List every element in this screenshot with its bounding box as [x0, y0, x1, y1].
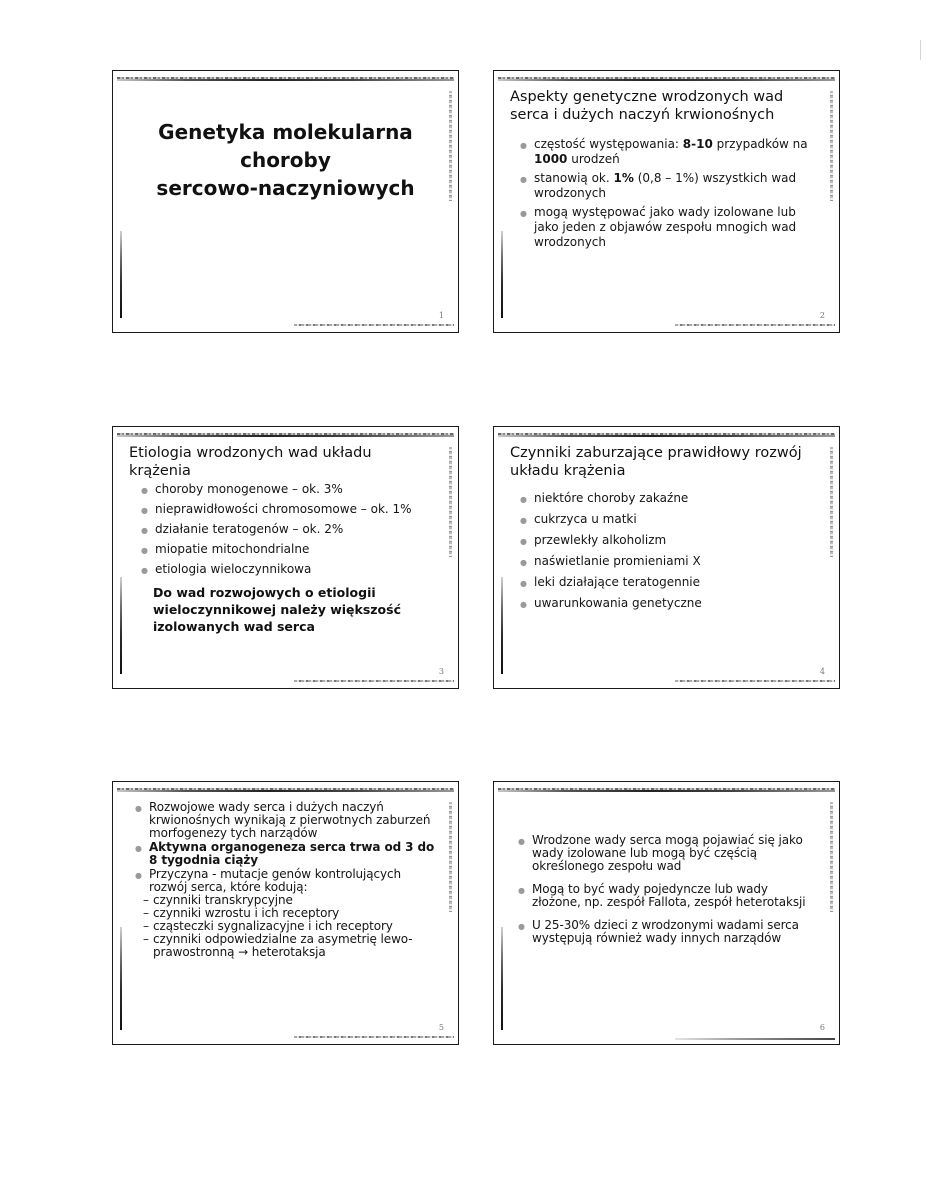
- bullet-dot-icon: ●: [135, 844, 142, 853]
- list-item: ● Mogą to być wady pojedyncze lub wady złożone, np. zespół Fallota, zespół heterotaksji: [518, 882, 806, 909]
- list-item: ● działanie teratogenów – ok. 2%: [141, 522, 344, 536]
- bullet-dot-icon: ●: [141, 506, 148, 515]
- bullet-dot-icon: ●: [141, 526, 148, 535]
- bullet-dot-icon: ●: [520, 579, 527, 588]
- list-item: ● przewlekły alkoholizm: [520, 533, 667, 547]
- slide-3-title: Etiologia wrodzonych wad układu krążenia: [129, 445, 372, 479]
- slide-3-bullet-list: [141, 482, 438, 582]
- slide-number: 3: [438, 667, 444, 676]
- slide-number: 1: [438, 311, 444, 320]
- bullet-dot-icon: ●: [520, 600, 527, 609]
- slide-bottom-rule: [294, 324, 454, 326]
- bullet-dot-icon: ●: [520, 537, 527, 546]
- slide-2: [493, 70, 840, 333]
- bullet-dot-icon: ●: [520, 495, 527, 504]
- slide-top-rule-dark: [117, 79, 454, 81]
- list-item: ● mogą występować jako wady izolowane lub jako jeden z objawów zespołu mnogich wad wrodzonych: [520, 205, 797, 249]
- slide-left-bar: [501, 231, 503, 318]
- slide-left-bar: [501, 927, 503, 1030]
- list-item: ● nieprawidłowości chromosomowe – ok. 1%: [141, 502, 412, 516]
- slide-right-mark: [449, 802, 452, 912]
- slide-6: [493, 781, 840, 1045]
- bullet-dot-icon: ●: [518, 922, 525, 931]
- sub-list-item: – cząsteczki sygnalizacyjne i ich receptory: [143, 919, 393, 933]
- list-item: ● uwarunkowania genetyczne: [520, 596, 702, 610]
- slide-right-mark: [449, 91, 452, 201]
- slide-left-bar: [120, 927, 122, 1030]
- slide-3-note: Do wad rozwojowych o etiologii wieloczynnikowej należy większość izolowanych wad serca: [153, 585, 401, 634]
- list-item: ● stanowią ok. 1% (0,8 – 1%) wszystkich wad wrodzonych: [520, 171, 797, 200]
- bullet-dot-icon: ●: [141, 546, 148, 555]
- slide-left-bar: [120, 231, 122, 318]
- bullet-dot-icon: ●: [518, 886, 525, 895]
- slide-6-bullet-list: [518, 834, 819, 946]
- slide-1: [112, 70, 459, 333]
- slide-top-rule-dark: [498, 790, 835, 792]
- slide-4: [493, 426, 840, 689]
- slide-1-title: Genetyka molekularna choroby sercowo-naczyniowych: [156, 120, 415, 200]
- slide-right-mark: [830, 802, 833, 912]
- scan-margin-mark: [920, 40, 921, 60]
- list-item: ● miopatie mitochondrialne: [141, 542, 310, 556]
- list-item: ● Rozwojowe wady serca i dużych naczyń krwionośnych wynikają z pierwotnych zaburzeń morfogenezy tych narządów: [135, 800, 431, 840]
- slide-right-mark: [449, 447, 452, 557]
- slide-left-bar: [501, 577, 503, 674]
- list-item: ● cukrzyca u matki: [520, 512, 637, 526]
- list-item: ● etiologia wieloczynnikowa: [141, 562, 312, 576]
- bullet-dot-icon: ●: [520, 175, 527, 184]
- slide-bottom-rule: [675, 680, 835, 682]
- slide-4-title: Czynniki zaburzające prawidłowy rozwój układu krążenia: [510, 445, 802, 479]
- list-item: ● leki działające teratogennie: [520, 575, 701, 589]
- slide-bottom-rule: [294, 680, 454, 682]
- list-item: ● Wrodzone wady serca mogą pojawiać się jako wady izolowane lub mogą być częścią określonego zespołu wad: [518, 833, 803, 873]
- list-item: ● częstość występowania: 8-10 przypadków na 1000 urodzeń: [520, 137, 808, 166]
- sub-list-item: – czynniki wzrostu i ich receptory: [143, 906, 340, 920]
- slide-right-mark: [830, 91, 833, 201]
- slide-number: 4: [819, 667, 825, 676]
- slide-bottom-rule: [675, 1038, 835, 1040]
- slide-5: [112, 781, 459, 1045]
- list-item: ● naświetlanie promieniami X: [520, 554, 701, 568]
- bullet-dot-icon: ●: [141, 566, 148, 575]
- slide-top-rule-dark: [498, 435, 835, 437]
- slide-5-sub-list: [143, 894, 440, 959]
- list-item: ● U 25-30% dzieci z wrodzonymi wadami serca występują również wady innych narządów: [518, 918, 799, 945]
- bullet-dot-icon: ●: [520, 558, 527, 567]
- list-item: ● choroby monogenowe – ok. 3%: [141, 482, 343, 496]
- slide-right-mark: [830, 447, 833, 557]
- slide-bottom-rule: [294, 1036, 454, 1038]
- bullet-dot-icon: ●: [520, 516, 527, 525]
- slide-2-title: Aspekty genetyczne wrodzonych wad serca i dużych naczyń krwionośnych: [510, 89, 784, 123]
- slide-top-rule-dark: [117, 790, 454, 792]
- slide-bottom-rule: [675, 324, 835, 326]
- bullet-dot-icon: ●: [518, 837, 525, 846]
- bullet-dot-icon: ●: [520, 141, 527, 150]
- sub-list-item: – czynniki transkrypcyjne: [143, 893, 293, 907]
- slide-number: 2: [819, 311, 825, 320]
- slide-number: 6: [819, 1023, 825, 1032]
- slide-number: 5: [438, 1023, 444, 1032]
- slide-2-bullet-list: [520, 137, 815, 254]
- slide-4-bullet-list: [520, 491, 819, 617]
- bullet-dot-icon: ●: [135, 804, 142, 813]
- list-item: ● niektóre choroby zakaźne: [520, 491, 689, 505]
- list-item: ● Aktywna organogeneza serca trwa od 3 do 8 tygodnia ciąży: [135, 840, 435, 867]
- slide-left-bar: [120, 577, 122, 674]
- bullet-dot-icon: ●: [520, 209, 527, 218]
- slide-top-rule-dark: [117, 435, 454, 437]
- bullet-dot-icon: ●: [135, 871, 142, 880]
- slide-top-rule-dark: [498, 79, 835, 81]
- sub-list-item: – czynniki odpowiedzialne za asymetrię lewo-prawostronną → heterotaksja: [143, 932, 413, 959]
- bullet-dot-icon: ●: [141, 486, 148, 495]
- slide-3: [112, 426, 459, 689]
- list-item: ● Przyczyna - mutacje genów kontrolujących rozwój serca, które kodują: – czynniki transkrypcyjne – czynniki wzrostu i ich receptory – cząsteczki sygnalizacyjne i ich receptory – czynniki odpowiedzialne za asymetrię lewo-prawostronną → heterotaksja: [135, 868, 440, 959]
- slide-5-bullet-list: [135, 801, 440, 960]
